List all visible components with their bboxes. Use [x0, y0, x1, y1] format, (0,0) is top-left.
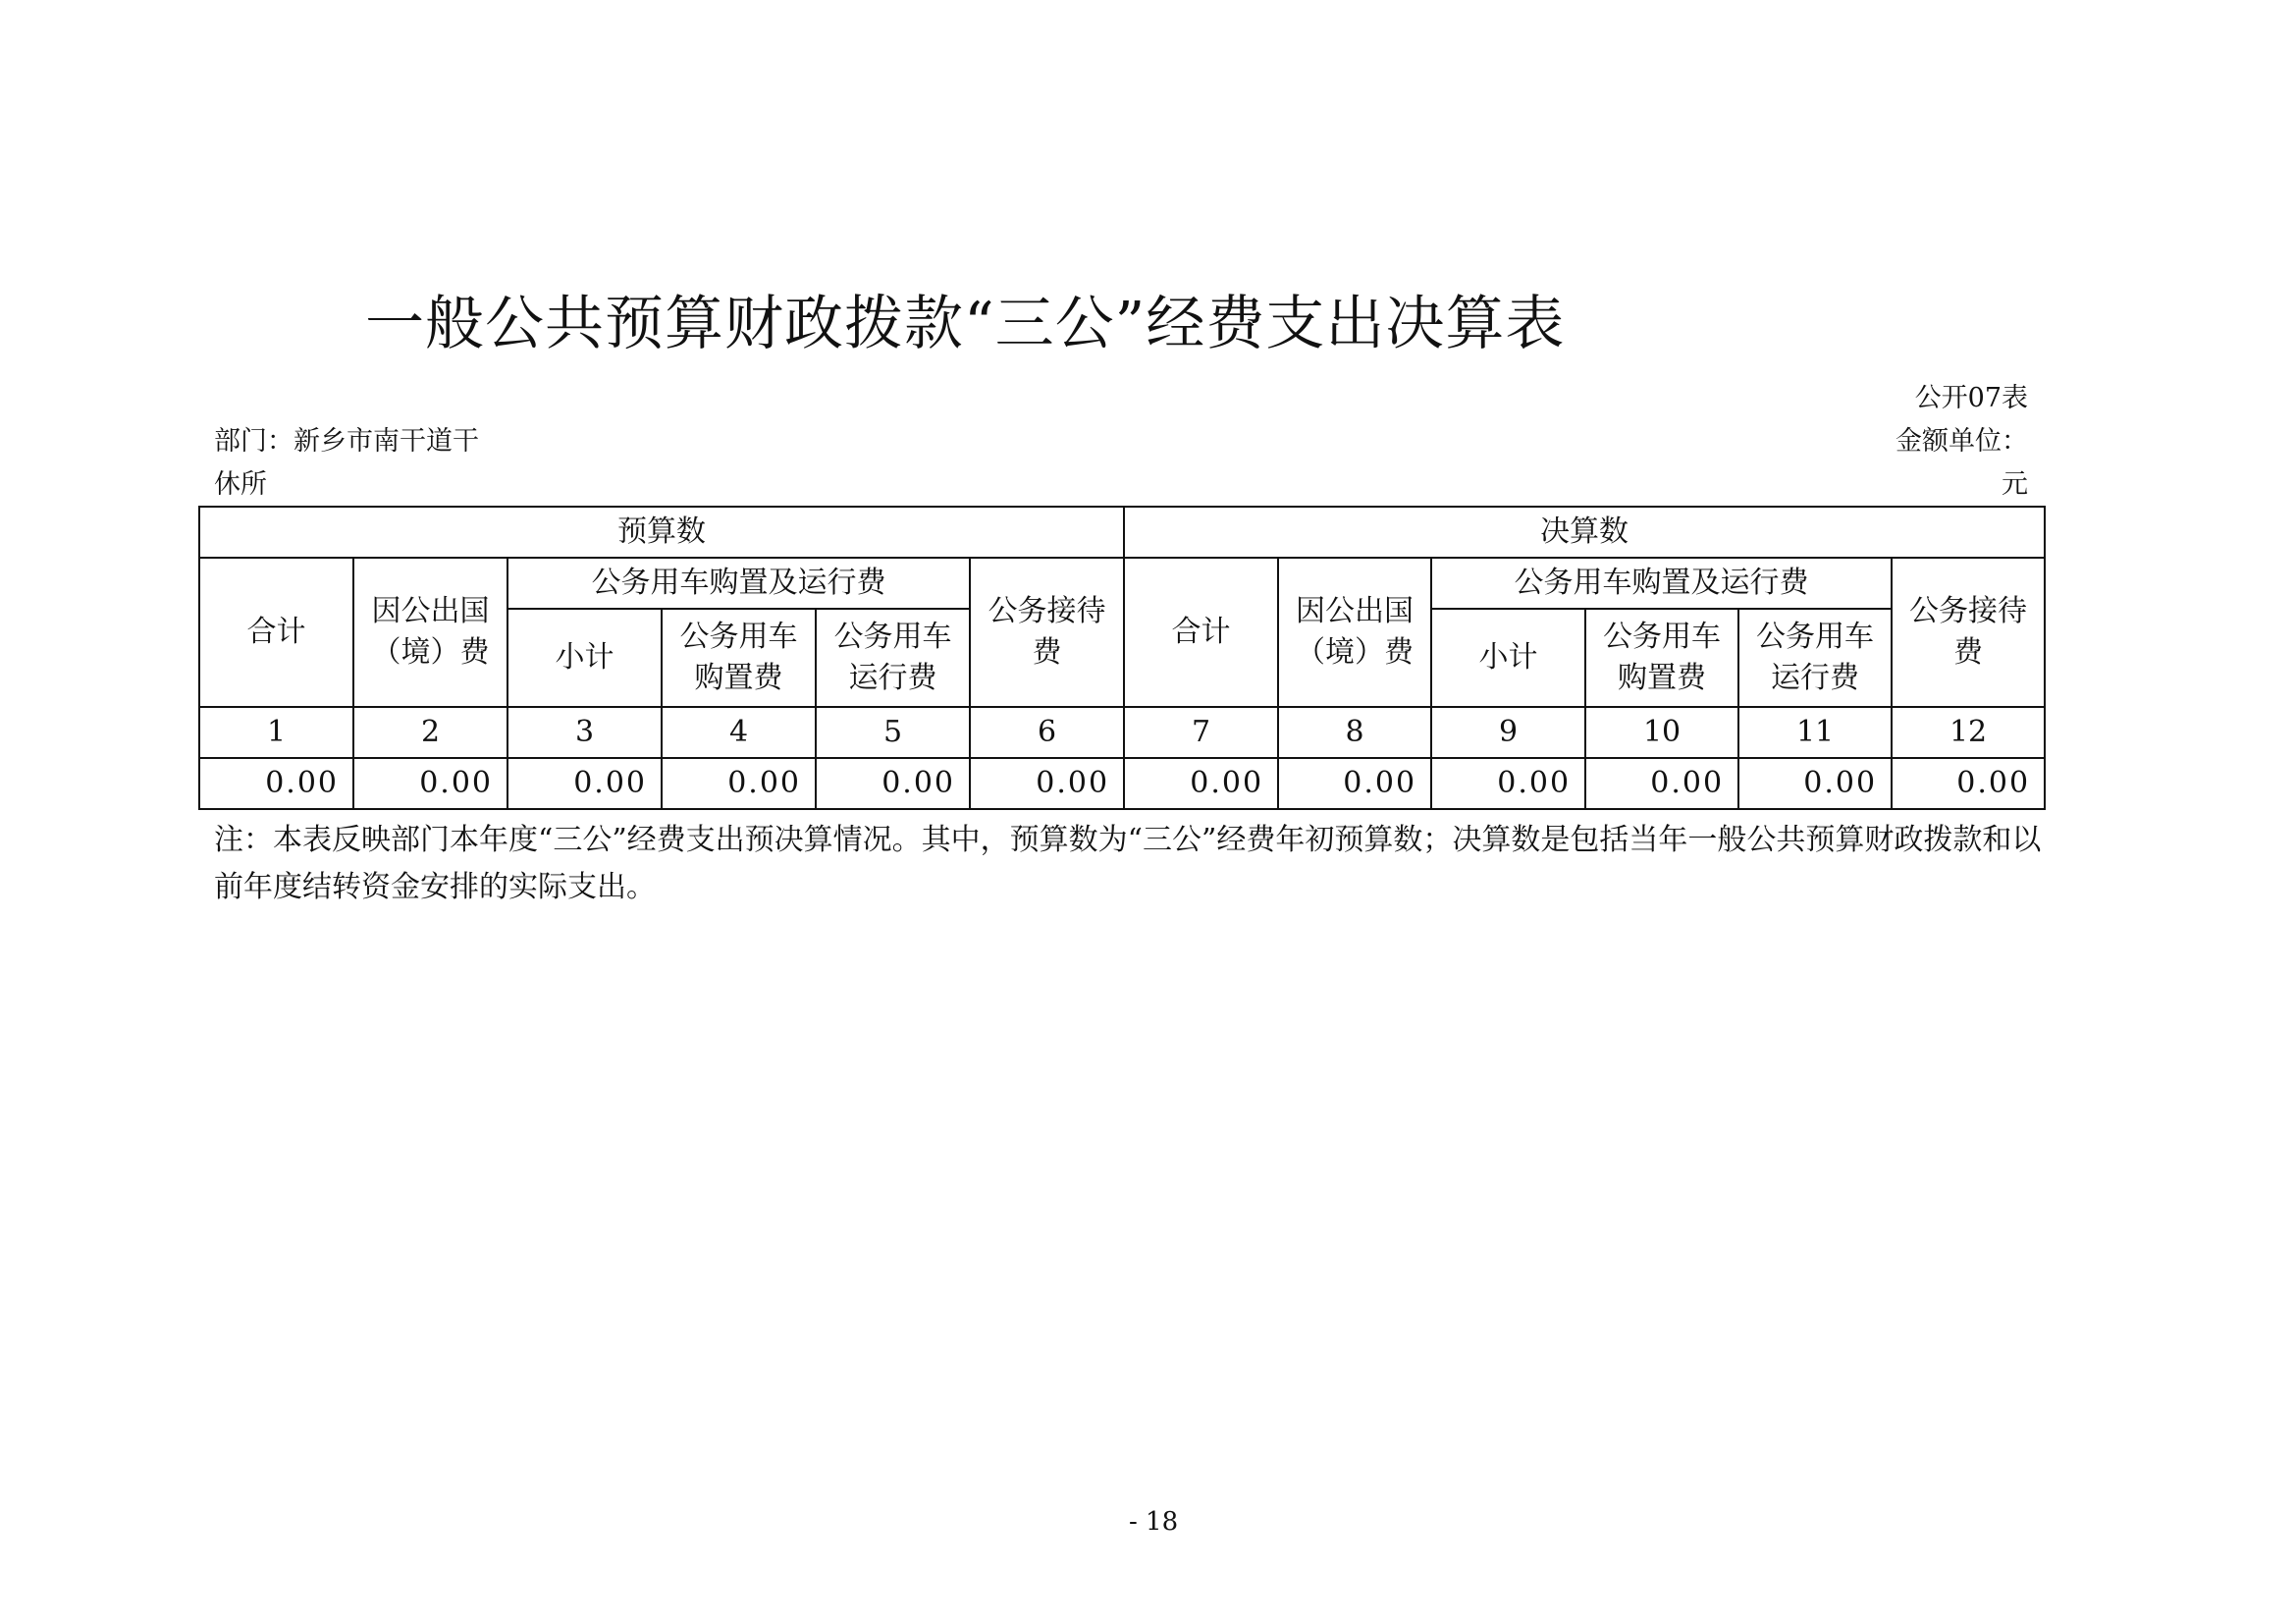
header-line: 公务用车 — [833, 620, 952, 654]
column-number-row — [199, 707, 2045, 758]
header-line: （境）费 — [371, 635, 490, 670]
header-line: 运行费 — [1771, 661, 1860, 695]
department-label-cont: 休所 — [214, 469, 267, 500]
value-cell: 0.00 — [353, 758, 507, 809]
column-number: 2 — [353, 707, 507, 758]
budget-car-buy-header — [662, 609, 816, 707]
header-line: 费 — [1032, 635, 1062, 670]
budget-subtotal-header: 小计 — [507, 609, 662, 707]
value-cell: 0.00 — [816, 758, 970, 809]
header-line: 公务用车 — [679, 620, 798, 654]
column-number: 4 — [662, 707, 816, 758]
column-number: 7 — [1124, 707, 1278, 758]
form-code: 公开07表 — [1914, 383, 2028, 413]
table-note: 注：本表反映部门本年度“三公”经费支出预决算情况。其中，预算数为“三公”经费年初预算数；决算数是包括当年一般公共预算财政拨款和以前年度结转资金安排的实际支出。 — [214, 823, 2042, 904]
header-line: 公务用车 — [1756, 620, 1875, 654]
value-cell: 0.00 — [507, 758, 662, 809]
column-number: 9 — [1431, 707, 1585, 758]
department-label: 部门：新乡市南干道干 — [214, 426, 479, 457]
unit-label: 金额单位： — [1896, 426, 2028, 457]
budget-car-run-header — [816, 609, 970, 707]
final-subtotal-header: 小计 — [1431, 609, 1585, 707]
value-cell: 0.00 — [1585, 758, 1738, 809]
final-total-header: 合计 — [1124, 558, 1278, 707]
budget-reception-header — [970, 558, 1124, 707]
page-number: - 18 — [1129, 1507, 1179, 1537]
header-line: 公务接待 — [1909, 594, 2028, 628]
final-reception-header — [1892, 558, 2045, 707]
value-cell: 0.00 — [199, 758, 353, 809]
header-line: 费 — [1953, 635, 1984, 670]
value-cell: 0.00 — [662, 758, 816, 809]
column-number: 11 — [1738, 707, 1892, 758]
final-car-buy-header — [1585, 609, 1738, 707]
header-line: 因公出国 — [371, 594, 490, 628]
page-title: 一般公共预算财政拨款“三公”经费支出决算表 — [365, 290, 1566, 358]
column-number: 1 — [199, 707, 353, 758]
budget-car-group-header: 公务用车购置及运行费 — [507, 558, 970, 609]
final-car-group-header: 公务用车购置及运行费 — [1431, 558, 1892, 609]
header-line: 公务接待 — [988, 594, 1106, 628]
value-cell: 0.00 — [970, 758, 1124, 809]
expense-table — [198, 506, 2046, 810]
unit-value: 元 — [2002, 469, 2028, 500]
final-group-header: 决算数 — [1124, 507, 2045, 558]
header-line: 购置费 — [1618, 661, 1707, 695]
column-number: 3 — [507, 707, 662, 758]
value-cell: 0.00 — [1124, 758, 1278, 809]
column-number: 8 — [1278, 707, 1431, 758]
value-cell: 0.00 — [1431, 758, 1585, 809]
value-cell: 0.00 — [1278, 758, 1431, 809]
header-line: 因公出国 — [1296, 594, 1415, 628]
value-row — [199, 758, 2045, 809]
budget-abroad-header — [353, 558, 507, 707]
final-abroad-header — [1278, 558, 1431, 707]
header-line: （境）费 — [1296, 635, 1415, 670]
column-number: 10 — [1585, 707, 1738, 758]
header-line: 运行费 — [848, 661, 937, 695]
column-number: 5 — [816, 707, 970, 758]
column-number: 12 — [1892, 707, 2045, 758]
header-line: 公务用车 — [1603, 620, 1722, 654]
budget-total-header: 合计 — [199, 558, 353, 707]
value-cell: 0.00 — [1892, 758, 2045, 809]
value-cell: 0.00 — [1738, 758, 1892, 809]
budget-group-header: 预算数 — [199, 507, 1124, 558]
header-line: 购置费 — [694, 661, 783, 695]
final-car-run-header — [1738, 609, 1892, 707]
column-number: 6 — [970, 707, 1124, 758]
